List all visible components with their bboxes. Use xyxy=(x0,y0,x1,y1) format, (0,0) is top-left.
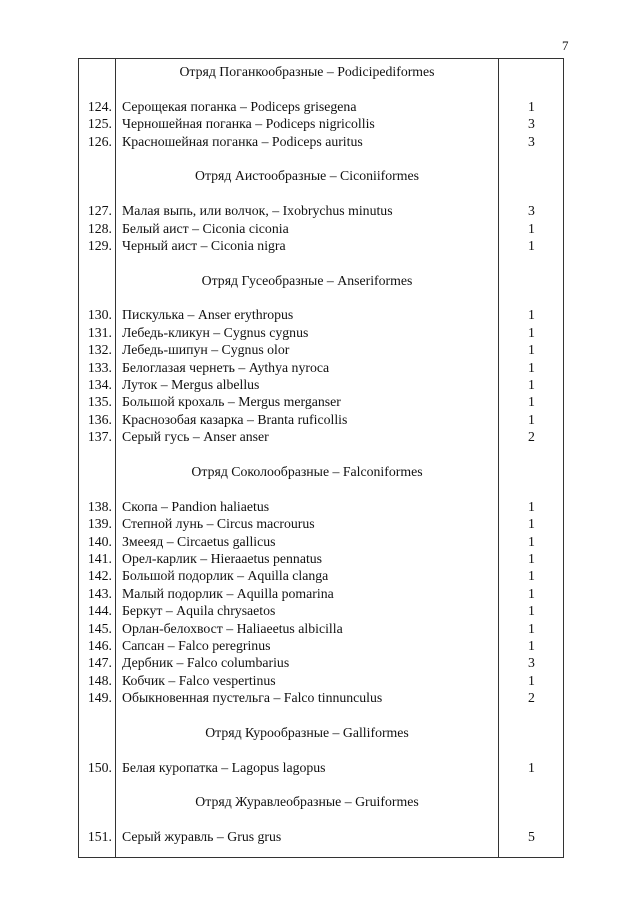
row-number: 129. xyxy=(87,237,112,253)
spacer xyxy=(79,446,563,463)
row-number: 148. xyxy=(87,672,112,688)
table-row xyxy=(79,115,563,132)
row-number: 131. xyxy=(87,324,112,340)
row-number: 132. xyxy=(87,342,112,358)
species-name: Серый гусь – Anser anser xyxy=(122,429,269,445)
row-number: 139. xyxy=(87,516,112,532)
row-number: 127. xyxy=(87,203,112,219)
species-count: 1 xyxy=(528,342,535,358)
row-number: 149. xyxy=(87,690,112,706)
species-name: Орлан-белохвост – Haliaeetus albicilla xyxy=(122,620,343,636)
species-count: 1 xyxy=(528,220,535,236)
species-count: 1 xyxy=(528,359,535,375)
table-row xyxy=(79,376,563,393)
table-row xyxy=(79,689,563,706)
species-count: 1 xyxy=(528,411,535,427)
table-row xyxy=(79,428,563,445)
species-count: 1 xyxy=(528,307,535,323)
species-name: Сапсан – Falco peregrinus xyxy=(122,637,271,653)
table-row xyxy=(79,567,563,584)
species-name: Красношейная поганка – Podiceps auritus xyxy=(122,133,363,149)
order-heading-row xyxy=(79,463,563,480)
row-number: 136. xyxy=(87,411,112,427)
row-number: 125. xyxy=(87,116,112,132)
species-name: Серый журавль – Grus grus xyxy=(122,829,282,845)
spacer xyxy=(79,254,563,271)
species-name: Серощекая поганка – Podiceps grisegena xyxy=(122,98,357,114)
species-count: 1 xyxy=(528,498,535,514)
species-count: 1 xyxy=(528,237,535,253)
page-number: 7 xyxy=(562,38,569,53)
table-row xyxy=(79,98,563,115)
species-name: Скопа – Pandion haliaetus xyxy=(122,498,270,514)
species-count: 1 xyxy=(528,603,535,619)
table-rows xyxy=(79,63,563,846)
order-title: Отряд Курообразные – Galliformes xyxy=(205,724,409,740)
table-row xyxy=(79,585,563,602)
table-row xyxy=(79,411,563,428)
species-name: Дербник – Falco columbarius xyxy=(122,655,290,671)
order-title: Отряд Поганкообразные – Podicipediformes xyxy=(179,64,435,79)
species-name: Беркут – Aquila chrysaetos xyxy=(122,603,276,619)
spacer xyxy=(79,706,563,723)
order-heading-row xyxy=(79,167,563,184)
spacer xyxy=(79,150,563,167)
table-row xyxy=(79,654,563,671)
order-heading-row xyxy=(79,793,563,810)
species-count: 1 xyxy=(528,533,535,549)
table-row xyxy=(79,637,563,654)
row-number: 133. xyxy=(87,359,112,375)
table-row xyxy=(79,324,563,341)
table-row xyxy=(79,828,563,845)
row-number: 147. xyxy=(87,655,112,671)
table-row xyxy=(79,533,563,550)
order-title: Отряд Соколообразные – Falconiformes xyxy=(191,463,423,479)
species-count: 1 xyxy=(528,377,535,393)
species-name: Белая куропатка – Lagopus lagopus xyxy=(122,759,326,775)
species-count: 3 xyxy=(528,655,535,671)
spacer xyxy=(79,741,563,758)
table-row xyxy=(79,672,563,689)
table-row xyxy=(79,515,563,532)
table-row xyxy=(79,550,563,567)
spacer xyxy=(79,480,563,497)
row-number: 138. xyxy=(87,498,112,514)
species-name: Обыкновенная пустельга – Falco tinnunculus xyxy=(122,690,383,706)
row-number: 140. xyxy=(87,533,112,549)
table-row xyxy=(79,759,563,776)
species-count: 1 xyxy=(528,585,535,601)
species-count: 3 xyxy=(528,116,535,132)
row-number: 151. xyxy=(87,829,112,845)
species-name: Змееяд – Circaetus gallicus xyxy=(122,533,276,549)
order-heading-row xyxy=(79,272,563,289)
table-row xyxy=(79,202,563,219)
table-row xyxy=(79,133,563,150)
order-title: Отряд Журавлеобразные – Gruiformes xyxy=(195,794,419,810)
species-count: 1 xyxy=(528,550,535,566)
species-count: 1 xyxy=(528,672,535,688)
row-number: 134. xyxy=(87,377,112,393)
species-name: Лебедь-кликун – Cygnus cygnus xyxy=(122,324,309,340)
order-heading-row xyxy=(79,63,563,80)
order-title: Отряд Аистообразные – Ciconiiformes xyxy=(195,168,419,184)
row-number: 130. xyxy=(87,307,112,323)
species-name: Белоглазая чернеть – Aythya nyroca xyxy=(122,359,330,375)
table-row xyxy=(79,359,563,376)
spacer xyxy=(79,185,563,202)
table-row xyxy=(79,341,563,358)
row-number: 150. xyxy=(87,759,112,775)
species-name: Пискулька – Anser erythropus xyxy=(122,307,294,323)
row-number: 128. xyxy=(87,220,112,236)
row-number: 135. xyxy=(87,394,112,410)
species-name: Черношейная поганка – Podiceps nigricollis xyxy=(122,116,375,132)
species-name: Луток – Mergus albellus xyxy=(122,377,260,393)
species-name: Орел-карлик – Hieraaetus pennatus xyxy=(122,550,323,566)
table-row xyxy=(79,237,563,254)
species-count: 5 xyxy=(528,829,535,845)
row-number: 126. xyxy=(87,133,112,149)
order-heading-row xyxy=(79,724,563,741)
spacer xyxy=(79,80,563,97)
species-name: Степной лунь – Circus macrourus xyxy=(122,516,315,532)
species-name: Малый подорлик – Aquilla pomarina xyxy=(122,585,334,601)
row-number: 143. xyxy=(87,585,112,601)
table-row xyxy=(79,306,563,323)
table-row xyxy=(79,220,563,237)
table-row xyxy=(79,393,563,410)
species-name: Кобчик – Falco vespertinus xyxy=(122,672,276,688)
species-name: Большой крохаль – Mergus merganser xyxy=(122,394,341,410)
species-name: Белый аист – Ciconia ciconia xyxy=(122,220,289,236)
table-row xyxy=(79,620,563,637)
species-name: Черный аист – Ciconia nigra xyxy=(122,237,286,253)
row-number: 137. xyxy=(87,429,112,445)
species-name: Лебедь-шипун – Cygnus olor xyxy=(122,342,290,358)
species-name: Большой подорлик – Aquilla clanga xyxy=(122,568,329,584)
spacer xyxy=(79,776,563,793)
row-number: 142. xyxy=(87,568,112,584)
row-number: 145. xyxy=(87,620,112,636)
species-count: 1 xyxy=(528,568,535,584)
species-count: 1 xyxy=(528,620,535,636)
species-name: Малая выпь, или волчок, – Ixobrychus minutus xyxy=(122,203,393,219)
row-number: 141. xyxy=(87,550,112,566)
species-count: 3 xyxy=(528,203,535,219)
species-name: Краснозобая казарка – Branta ruficollis xyxy=(122,411,348,427)
species-count: 1 xyxy=(528,516,535,532)
spacer xyxy=(79,811,563,828)
row-number: 124. xyxy=(87,98,112,114)
row-number: 146. xyxy=(87,637,112,653)
table-row xyxy=(79,602,563,619)
species-count: 1 xyxy=(528,637,535,653)
species-count: 2 xyxy=(528,690,535,706)
species-count: 1 xyxy=(528,394,535,410)
spacer xyxy=(79,289,563,306)
species-count: 1 xyxy=(528,98,535,114)
species-count: 1 xyxy=(528,324,535,340)
species-count: 3 xyxy=(528,133,535,149)
species-count: 2 xyxy=(528,429,535,445)
species-count: 1 xyxy=(528,759,535,775)
row-number: 144. xyxy=(87,603,112,619)
species-table xyxy=(78,58,564,858)
order-title: Отряд Гусеобразные – Anseriformes xyxy=(201,272,413,288)
table-row xyxy=(79,498,563,515)
